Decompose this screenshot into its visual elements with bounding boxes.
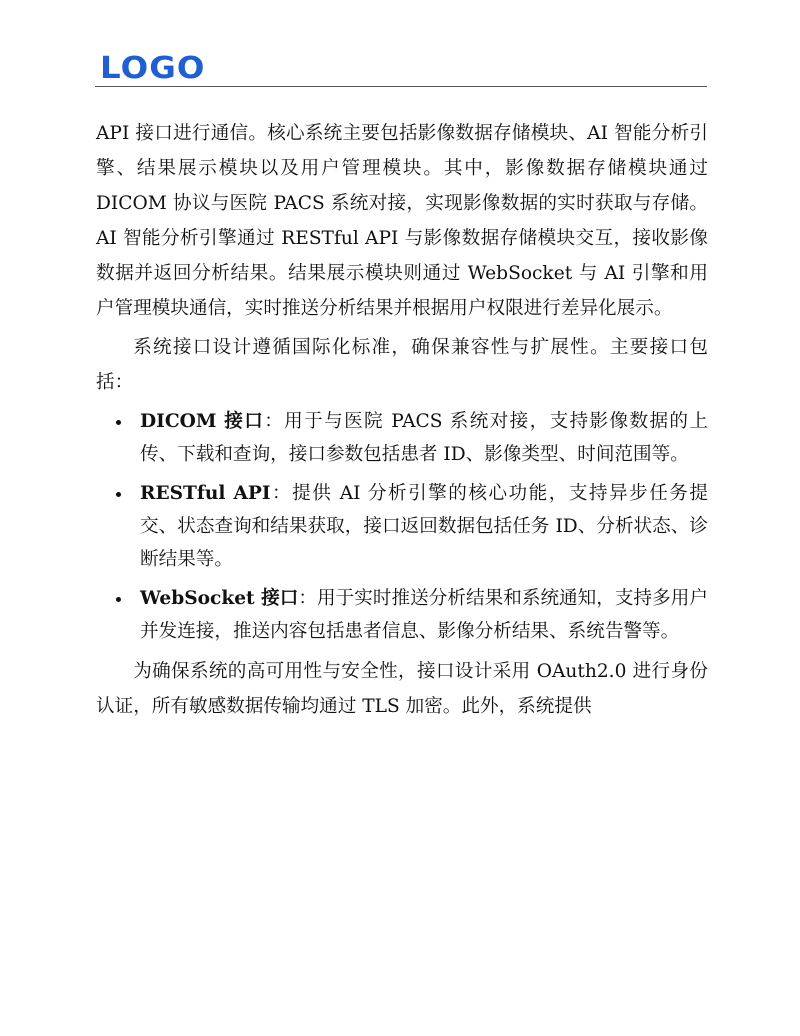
list-item-text: ：用于实时推送分析结果和系统通知，支持多用户并发连接，推送内容包括患者信息、影像分析结果、系统告警等。 (140, 588, 708, 642)
list-item-term: DICOM 接口 (140, 411, 265, 432)
list-item-text: ：用于与医院 PACS 系统对接，支持影像数据的上传、下载和查询，接口参数包括患者 ID、影像类型、时间范围等。 (140, 411, 708, 465)
header-divider (95, 86, 707, 87)
list-item-restful (96, 477, 708, 576)
list-item-term: WebSocket 接口 (140, 588, 299, 609)
list-item-term: RESTful API (140, 483, 271, 504)
logo: LOGO (100, 51, 206, 86)
list-item-websocket (96, 582, 708, 648)
bullet-icon (116, 492, 121, 497)
paragraph-interface-intro: 系统接口设计遵循国际化标准，确保兼容性与扩展性。主要接口包括： (96, 337, 708, 393)
document-body (96, 116, 708, 724)
bullet-icon (116, 597, 121, 602)
paragraph-architecture: API 接口进行通信。核心系统主要包括影像数据存储模块、AI 智能分析引擎、结果展示模块以及用户管理模块。其中，影像数据存储模块通过 DICOM 协议与医院 PACS 系统对接，实现影像数据的实时获取与存储。AI 智能分析引擎通过 RESTful API 与影像数据存储模块交互，接收影像数据并返回分析结果。结果展示模块则通过 WebSocket 与 AI 引擎和用户管理模块通信，实时推送分析结果并根据用户权限进行差异化展示。 (96, 123, 708, 319)
list-item-text: ：提供 AI 分析引擎的核心功能，支持异步任务提交、状态查询和结果获取，接口返回数据包括任务 ID、分析状态、诊断结果等。 (140, 483, 708, 570)
list-item-dicom (96, 405, 708, 471)
paragraph-security: 为确保系统的高可用性与安全性，接口设计采用 OAuth2.0 进行身份认证，所有敏感数据传输均通过 TLS 加密。此外，系统提供 (96, 661, 708, 717)
bullet-icon (116, 420, 121, 425)
interface-list (96, 405, 708, 648)
